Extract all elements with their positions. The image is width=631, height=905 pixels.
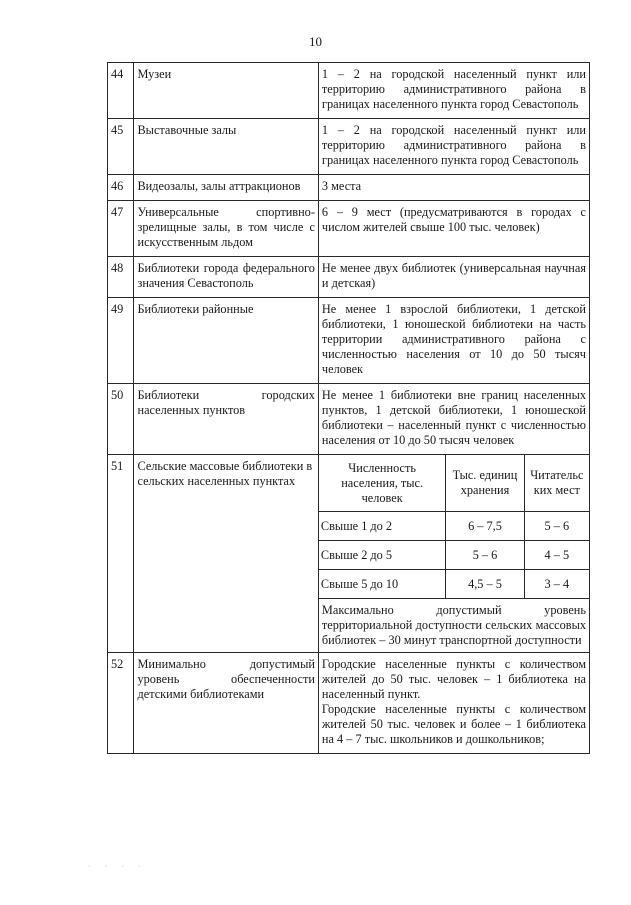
row-number: 51: [108, 455, 134, 653]
subtable-row: [319, 570, 589, 599]
subtable-header-row: [319, 455, 589, 512]
subtable-cell: Свыше 2 до 5: [319, 541, 446, 570]
row-number: 46: [108, 175, 134, 201]
subtable-row: [319, 512, 589, 541]
norms-table: [107, 62, 590, 754]
row-number: 48: [108, 257, 134, 298]
subtable-cell: 4 – 5: [524, 541, 589, 570]
subtable-row: [319, 541, 589, 570]
norm-value: 1 – 2 на городской населенный пункт или территорию административного района в границах населенного пункта город Севастополь: [318, 119, 589, 175]
subtable-header: Тыс. единиц хранения: [446, 455, 524, 512]
row-number: 47: [108, 201, 134, 257]
norm-value: 6 – 9 мест (предусматриваются в городах с числом жителей свыше 100 тыс. человек): [318, 201, 589, 257]
facility-name: Библиотеки города федерального значения Севастополь: [134, 257, 318, 298]
subtable-cell: Свыше 1 до 2: [319, 512, 446, 541]
facility-name: Музеи: [134, 63, 318, 119]
table-row: [108, 384, 590, 455]
table-row: [108, 298, 590, 384]
norm-value: Не менее 1 взрослой библиотеки, 1 детской библиотеки, 1 юношеской библиотеки на часть территории административного района с численностью населения от 10 до 50 тысяч человек: [318, 298, 589, 384]
subtable-note-row: [319, 599, 589, 653]
subtable-cell: 4,5 – 5: [446, 570, 524, 599]
row-number: 49: [108, 298, 134, 384]
norm-value: 1 – 2 на городской населенный пункт или территорию административного района в границах населенного пункта город Севастополь: [318, 63, 589, 119]
accessibility-note: Максимально допустимый уровень территориальной доступности сельских массовых библиотек – 30 минут транспортной доступности: [319, 599, 589, 653]
row-number: 50: [108, 384, 134, 455]
rural-library-subtable: [319, 455, 589, 652]
table-row: [108, 653, 590, 754]
row-number: 52: [108, 653, 134, 754]
facility-name: Минимально допустимый уровень обеспеченности детскими библиотеками: [134, 653, 318, 754]
page-number: 10: [309, 34, 322, 49]
subtable-cell: 6 – 7,5: [446, 512, 524, 541]
facility-name: Выставочные залы: [134, 119, 318, 175]
norm-value: [318, 653, 589, 754]
table-row: [108, 63, 590, 119]
norm-value: 3 места: [318, 175, 589, 201]
subtable-cell: 5 – 6: [524, 512, 589, 541]
scan-artifact: · · · ·: [88, 862, 147, 871]
rural-library-norms: [318, 455, 589, 653]
table-row: [108, 175, 590, 201]
subtable-header: Читательс ких мест: [524, 455, 589, 512]
facility-name: Библиотеки районные: [134, 298, 318, 384]
table-row: [108, 201, 590, 257]
facility-name: Библиотеки городских населенных пунктов: [134, 384, 318, 455]
norm-line: Городские населенные пункты с количеством жителей 50 тыс. человек и более – 1 библиотека на 4 – 7 тыс. школьников и дошкольников;: [321, 702, 586, 746]
norm-line: Городские населенные пункты с количеством жителей до 50 тыс. человек – 1 библиотека на населенный пункт.: [321, 657, 586, 701]
subtable-header: Численность населения, тыс. человек: [319, 455, 446, 512]
subtable-cell: 5 – 6: [446, 541, 524, 570]
row-number: 44: [108, 63, 134, 119]
table-row: [108, 455, 590, 653]
norm-value: Не менее двух библиотек (универсальная научная и детская): [318, 257, 589, 298]
table-row: [108, 257, 590, 298]
subtable-cell: 3 – 4: [524, 570, 589, 599]
table-row: [108, 119, 590, 175]
norm-value: Не менее 1 библиотеки вне границ населенных пунктов, 1 детской библиотеки, 1 юношеской библиотеки – населенный пункт с численностью населения от 10 до 50 тысяч человек: [318, 384, 589, 455]
facility-name: Видеозалы, залы аттракционов: [134, 175, 318, 201]
facility-name: Сельские массовые библиотеки в сельских населенных пунктах: [134, 455, 318, 653]
facility-name: Универсальные спортивно-зрелищные залы, в том числе с искусственным льдом: [134, 201, 318, 257]
subtable-cell: Свыше 5 до 10: [319, 570, 446, 599]
row-number: 45: [108, 119, 134, 175]
